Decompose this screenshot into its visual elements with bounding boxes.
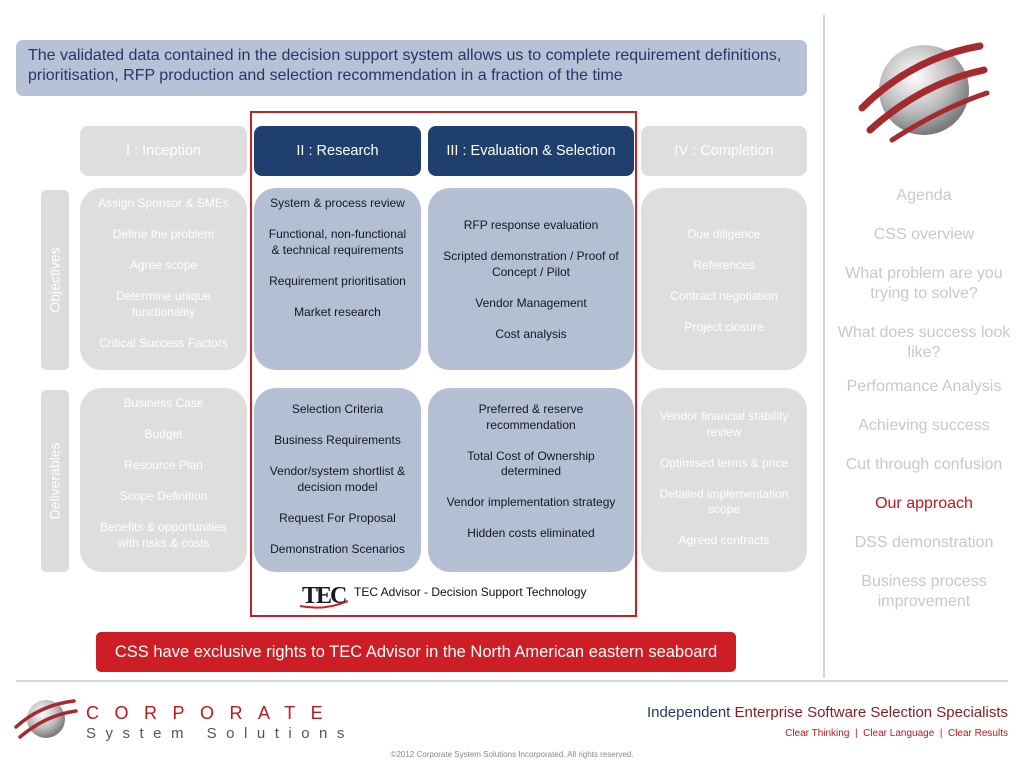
phase-research[interactable] <box>254 126 421 176</box>
phase-inception[interactable] <box>80 126 247 176</box>
list-item: Agreed contracts <box>678 533 770 547</box>
list-item: Due diligence <box>687 227 761 241</box>
objectives-research-box <box>254 188 421 370</box>
headline-banner <box>16 40 807 96</box>
list-item: Benefits & opportunities with risks & costs <box>100 520 227 550</box>
objectives-side-label <box>41 190 69 370</box>
list-item: Critical Success Factors <box>99 335 228 350</box>
list-item: Business Case <box>123 396 204 410</box>
company-name-line2: System Solutions <box>86 725 354 742</box>
footer-divider <box>16 680 1008 682</box>
agenda-item-bpi[interactable]: Business process improvement <box>861 573 987 610</box>
agenda-item-dss-demo[interactable]: DSS demonstration <box>854 534 994 551</box>
list-item: Selection Criteria <box>291 402 384 416</box>
list-item: RFP response evaluation <box>463 218 599 232</box>
list-item: References <box>693 258 755 272</box>
tec-caption: TEC Advisor - Decision Support Technology <box>354 585 587 599</box>
vertical-divider <box>823 15 825 678</box>
agenda-item-our-approach[interactable]: Our approach <box>875 495 973 512</box>
list-item: Hidden costs eliminated <box>467 526 595 540</box>
deliverables-research-box <box>254 388 421 572</box>
tec-logo-icon <box>300 579 348 609</box>
list-item: Contract negotiation <box>670 289 778 303</box>
company-tagline <box>560 704 1008 721</box>
copyright: ©2012 Corporate System Solutions Incorporated. All rights reserved. <box>390 750 634 759</box>
list-item: Scope Definition <box>119 489 208 503</box>
exclusive-rights-banner <box>96 632 736 672</box>
list-item: Requirement prioritisation <box>269 273 406 288</box>
list-item: Vendor Management <box>475 295 587 310</box>
agenda-item-performance[interactable]: Performance Analysis <box>846 378 1002 395</box>
sub-tagline: Clear Thinking | Clear Language | Clear Results <box>785 728 1008 739</box>
deliverables-evaluation-box <box>428 388 634 572</box>
tagline-main: Enterprise Software Selection Specialists <box>734 704 1008 721</box>
deliverables-side-label <box>41 390 69 572</box>
sphere-logo-icon <box>852 38 992 143</box>
list-item: Budget <box>144 427 183 441</box>
phase-label: I : Inception <box>126 143 201 159</box>
list-item: Cost analysis <box>495 326 567 341</box>
phase-completion[interactable] <box>641 126 807 176</box>
phase-label: III : Evaluation & Selection <box>446 143 616 159</box>
company-name-line1: CORPORATE <box>86 703 339 723</box>
deliverables-label: Deliverables <box>47 442 64 520</box>
list-item: Vendor/system shortlist & decision model <box>269 464 406 494</box>
list-item: Project closure <box>684 320 764 334</box>
deliverables-inception-box <box>80 388 247 572</box>
list-item: Preferred & reserve recommendation <box>478 402 584 432</box>
agenda-item-problem[interactable]: What problem are you trying to solve? <box>845 265 1003 302</box>
agenda-item-confusion[interactable]: Cut through confusion <box>845 456 1003 473</box>
list-item: Detailed implementation scope <box>659 486 789 516</box>
list-item: Scripted demonstration / Proof of Concept / Pilot <box>443 249 619 279</box>
list-item: Optimised terms & price <box>659 455 789 470</box>
list-item: Define the problem <box>112 227 215 241</box>
list-item: Total Cost of Ownership determined <box>467 448 595 478</box>
agenda-item-agenda[interactable]: Agenda <box>896 187 952 204</box>
objectives-evaluation-box <box>428 188 634 370</box>
list-item: Market research <box>294 304 381 319</box>
agenda-nav <box>828 186 1020 631</box>
phase-label: IV : Completion <box>674 143 774 159</box>
list-item: Agree scope <box>129 258 198 272</box>
list-item: Vendor implementation strategy <box>446 495 616 509</box>
agenda-item-success[interactable]: What does success look like? <box>837 324 1011 361</box>
list-item: Resource Plan <box>124 458 203 472</box>
deliverables-completion-box <box>641 388 807 572</box>
objectives-completion-box <box>641 188 807 370</box>
agenda-item-css-overview[interactable]: CSS overview <box>873 226 975 243</box>
list-item: Determine unique functionality <box>116 289 211 319</box>
objectives-inception-box <box>80 188 247 370</box>
list-item: System & process review <box>270 196 405 210</box>
list-item: Demonstration Scenarios <box>270 541 405 556</box>
agenda-item-achieving[interactable]: Achieving success <box>858 417 990 434</box>
footer-sphere-logo-icon <box>12 697 78 741</box>
tec-logo-text: TEC <box>302 583 346 609</box>
headline-text: The validated data contained in the decision support system allows us to complete requirement definitions, prioritisation, RFP production and selection recommendation in a fraction of the time <box>28 47 782 84</box>
list-item: Assign Sponsor & SMEs <box>98 196 229 210</box>
list-item: Request For Proposal <box>279 510 396 525</box>
tagline-prefix: Independent <box>646 704 731 721</box>
list-item: Business Requirements <box>274 433 401 447</box>
phase-evaluation-selection[interactable] <box>428 126 634 176</box>
phase-label: II : Research <box>296 143 379 159</box>
list-item: Functional, non-functional & technical requirements <box>268 227 407 257</box>
objectives-label: Objectives <box>47 247 64 313</box>
list-item: Vendor financial stability review <box>659 409 789 439</box>
exclusive-rights-text: CSS have exclusive rights to TEC Advisor in the North American eastern seaboard <box>114 642 718 661</box>
